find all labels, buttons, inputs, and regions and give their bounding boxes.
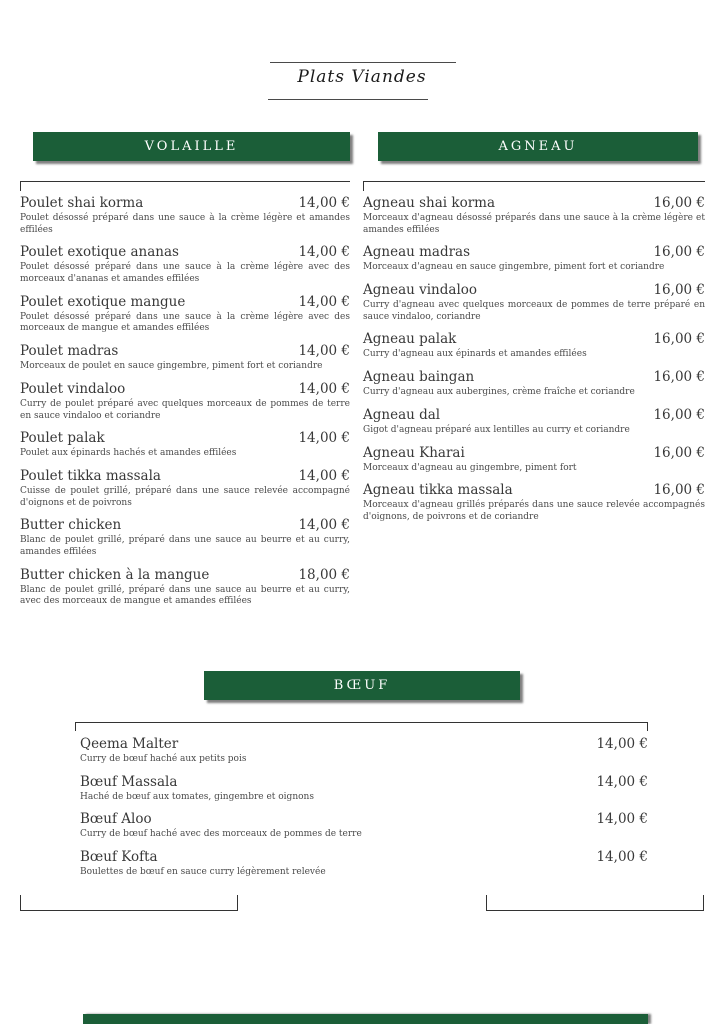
- item-head: [20, 195, 350, 211]
- item-head: [20, 343, 350, 359]
- item-price: 14,00 €: [298, 244, 350, 261]
- divider-tick: [20, 182, 21, 191]
- item-head: [80, 849, 648, 865]
- item-price: 14,00 €: [298, 293, 350, 310]
- item-description: Morceaux d'agneau désossé préparés dans une sauce à la crème légère et amandes effilées: [363, 213, 705, 235]
- menu-item: [20, 517, 350, 558]
- item-description: Morceaux d'agneau grillés préparés dans une sauce relevée accompagnés d'oignons, de poivrons et de coriandre: [363, 500, 705, 522]
- table-border-line: [20, 910, 238, 911]
- item-head: [20, 381, 350, 397]
- item-description: Cuisse de poulet grillé, préparé dans une sauce relevée accompagné d'oignons et de poivrons: [20, 485, 350, 508]
- menu-item: [20, 244, 350, 285]
- item-price: 14,00 €: [298, 380, 350, 397]
- item-name: Agneau madras: [363, 244, 471, 261]
- item-name: Agneau vindaloo: [363, 282, 478, 299]
- item-description: Boulettes de bœuf en sauce curry légèrement relevée: [80, 867, 326, 878]
- section-banner-volaille: [33, 132, 350, 161]
- item-description: Curry d'agneau avec quelques morceaux de pommes de terre préparé en sauce vindaloo, coriandre: [363, 300, 705, 322]
- section-header-label: VOLAILLE: [144, 139, 239, 154]
- menu-item: [20, 294, 350, 335]
- item-price: 14,00 €: [298, 343, 350, 360]
- item-name: Bœuf Kofta: [80, 849, 158, 866]
- item-name: Poulet madras: [20, 343, 119, 360]
- item-description: Haché de bœuf aux tomates, gingembre et oignons: [80, 791, 314, 802]
- menu-item: [80, 849, 648, 879]
- item-head: [20, 430, 350, 446]
- item-name: Butter chicken: [20, 517, 122, 534]
- section-agneau: [363, 132, 705, 532]
- item-description: Curry de bœuf haché avec des morceaux de pommes de terre: [80, 829, 362, 840]
- section-header-label: BŒUF: [333, 678, 391, 693]
- item-description: Morceaux d'agneau au gingembre, piment fort: [363, 462, 577, 473]
- item-head: [363, 407, 705, 423]
- item-price: 16,00 €: [653, 331, 705, 348]
- section-banner-agneau: [378, 132, 698, 161]
- menu-item: [363, 331, 705, 361]
- section-divider: [75, 722, 648, 723]
- item-head: [363, 445, 705, 461]
- table-border-line: [486, 910, 704, 911]
- table-border-tick: [237, 895, 238, 911]
- item-price: 16,00 €: [653, 482, 705, 499]
- item-description: Poulet désossé préparé dans une sauce à la crème légère avec des morceaux de mangue et amandes effilées: [20, 311, 350, 334]
- section-volaille: [20, 132, 350, 616]
- menu-item: [363, 195, 705, 236]
- item-price: 16,00 €: [653, 244, 705, 261]
- item-name: Poulet shai korma: [20, 195, 144, 211]
- item-head: [363, 244, 705, 260]
- item-price: 16,00 €: [653, 195, 705, 211]
- item-price: 16,00 €: [653, 369, 705, 386]
- section-header-label: AGNEAU: [498, 139, 578, 154]
- item-description: Blanc de poulet grillé, préparé dans une sauce au beurre et au curry, amandes effilées: [20, 535, 350, 557]
- table-border-tick: [486, 895, 487, 911]
- next-section-banner-partial: [83, 1014, 648, 1024]
- menu-item: [20, 343, 350, 373]
- item-head: [363, 482, 705, 498]
- item-price: 14,00 €: [298, 517, 350, 534]
- item-price: 14,00 €: [596, 773, 648, 790]
- item-description: Gigot d'agneau préparé aux lentilles au curry et coriandre: [363, 424, 630, 435]
- item-name: Poulet palak: [20, 430, 105, 447]
- item-name: Agneau shai korma: [363, 195, 496, 211]
- boeuf-item-list: [80, 736, 648, 887]
- item-description: Blanc de poulet grillé, préparé dans une sauce au beurre et au curry, avec des morceaux de mangue et amandes effilées: [20, 584, 350, 607]
- agneau-item-list: [363, 182, 705, 524]
- item-price: 16,00 €: [653, 406, 705, 423]
- item-description: Curry d'agneau aux aubergines, crème fraîche et coriandre: [363, 387, 635, 398]
- divider-tick: [647, 723, 648, 731]
- item-price: 14,00 €: [596, 811, 648, 828]
- divider-tick: [363, 182, 364, 191]
- item-name: Agneau palak: [363, 331, 457, 348]
- item-head: [363, 331, 705, 347]
- menu-item: [80, 736, 648, 766]
- menu-item: [20, 381, 350, 422]
- item-description: Poulet aux épinards hachés et amandes effilées: [20, 448, 237, 459]
- item-head: [363, 369, 705, 385]
- item-name: Poulet exotique ananas: [20, 244, 179, 261]
- item-description: Morceaux de poulet en sauce gingembre, piment fort et coriandre: [20, 361, 323, 372]
- item-description: Curry de bœuf haché aux petits pois: [80, 754, 247, 764]
- section-divider: [20, 181, 350, 182]
- item-name: Agneau dal: [363, 406, 441, 423]
- menu-item: [363, 282, 705, 323]
- menu-item: [20, 567, 350, 608]
- table-border-tick: [703, 895, 704, 911]
- item-head: [20, 468, 350, 484]
- volaille-item-list: [20, 182, 350, 608]
- item-head: [80, 811, 648, 827]
- menu-item: [363, 369, 705, 399]
- item-head: [363, 195, 705, 211]
- item-price: 14,00 €: [596, 736, 648, 752]
- item-head: [20, 567, 350, 583]
- item-name: Agneau tikka massala: [363, 482, 513, 499]
- item-description: Poulet désossé préparé dans une sauce à la crème légère avec des morceaux d'ananas et amandes effilées: [20, 262, 350, 285]
- section-divider: [363, 181, 705, 182]
- title-rule-top: [270, 62, 456, 63]
- item-price: 14,00 €: [298, 467, 350, 484]
- menu-item: [20, 430, 350, 460]
- menu-item: [363, 244, 705, 274]
- menu-item: [20, 468, 350, 509]
- title-rule-bottom: [268, 99, 428, 100]
- item-head: [80, 736, 648, 752]
- item-name: Poulet tikka massala: [20, 467, 161, 484]
- item-name: Bœuf Aloo: [80, 811, 152, 828]
- table-border-tick: [20, 895, 21, 911]
- item-description: Curry de poulet préparé avec quelques morceaux de pommes de terre en sauce vindaloo et coriandre: [20, 398, 350, 421]
- item-name: Qeema Malter: [80, 736, 179, 752]
- menu-item: [363, 407, 705, 437]
- section-boeuf: [204, 671, 520, 700]
- section-banner-boeuf: [204, 671, 520, 700]
- item-head: [20, 294, 350, 310]
- item-name: Poulet exotique mangue: [20, 293, 186, 310]
- item-name: Butter chicken à la mangue: [20, 566, 210, 583]
- item-name: Agneau baingan: [363, 369, 475, 386]
- item-head: [363, 282, 705, 298]
- item-price: 14,00 €: [298, 430, 350, 447]
- menu-item: [363, 482, 705, 523]
- item-description: Morceaux d'agneau en sauce gingembre, piment fort et coriandre: [363, 262, 665, 273]
- item-name: Bœuf Massala: [80, 773, 178, 790]
- item-name: Agneau Kharai: [363, 444, 465, 461]
- item-head: [20, 244, 350, 260]
- menu-item: [80, 811, 648, 841]
- item-price: 16,00 €: [653, 444, 705, 461]
- item-price: 18,00 €: [298, 566, 350, 583]
- menu-item: [20, 195, 350, 236]
- item-price: 14,00 €: [596, 849, 648, 866]
- item-description: Poulet désossé préparé dans une sauce à la crème légère et amandes effilées: [20, 213, 350, 235]
- divider-tick: [75, 723, 76, 731]
- item-price: 14,00 €: [298, 195, 350, 211]
- item-price: 16,00 €: [653, 282, 705, 299]
- menu-item: [80, 774, 648, 804]
- page-title: Plats Viandes: [297, 67, 427, 87]
- item-head: [80, 774, 648, 790]
- item-name: Poulet vindaloo: [20, 380, 126, 397]
- item-description: Curry d'agneau aux épinards et amandes effilées: [363, 349, 587, 360]
- menu-item: [363, 445, 705, 475]
- item-head: [20, 517, 350, 533]
